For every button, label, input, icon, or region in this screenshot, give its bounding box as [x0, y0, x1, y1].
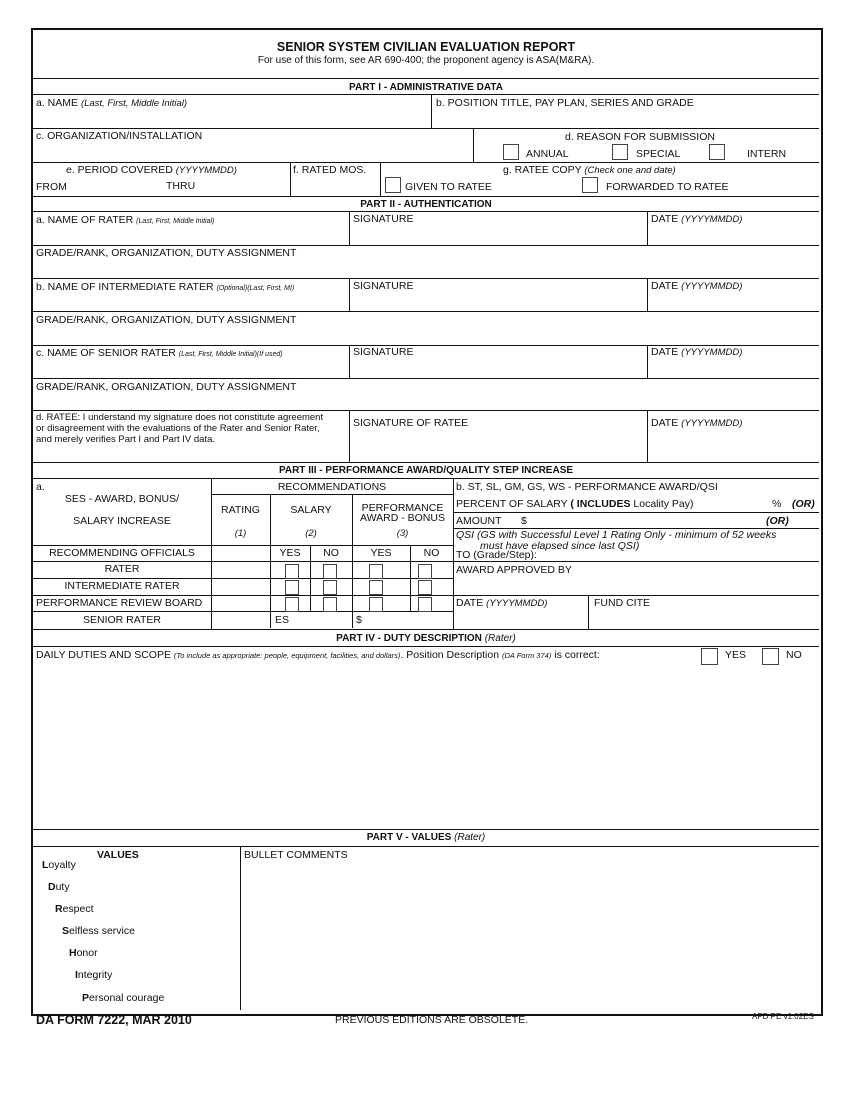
num1-label: (1): [234, 528, 247, 539]
intermediate-salary-no-checkbox[interactable]: [323, 580, 337, 595]
intermediate-signature-label: SIGNATURE: [353, 280, 414, 292]
part3-a-label: a.: [36, 481, 45, 493]
num3-label: (3): [396, 528, 409, 539]
fund-cite-label: FUND CITE: [594, 597, 650, 609]
special-label: SPECIAL: [636, 148, 681, 160]
recommending-officials-label: RECOMMENDING OFFICIALS: [49, 547, 195, 559]
salary-yes-label: YES: [279, 547, 301, 559]
rater-bonus-yes-checkbox[interactable]: [369, 564, 383, 579]
part3-heading: PART III - PERFORMANCE AWARD/QUALITY STEP INCREASE: [278, 465, 574, 476]
thru-field[interactable]: [200, 179, 286, 194]
award-approved-label: AWARD APPROVED BY: [456, 564, 572, 576]
rater-grade-label: GRADE/RANK, ORGANIZATION, DUTY ASSIGNMENT: [36, 247, 297, 259]
dollar-label: $: [356, 614, 362, 626]
pd-no-label: NO: [786, 649, 802, 661]
percent-label: PERCENT OF SALARY ( INCLUDES Locality Pay): [456, 498, 694, 510]
bullet-comments-label: BULLET COMMENTS: [244, 849, 348, 861]
pd-yes-label: YES: [725, 649, 747, 661]
form-subtitle: For use of this form, see AR 690-400; the proponent agency is ASA(M&RA).: [257, 55, 595, 66]
value-selfless-service: Selfless service: [62, 925, 135, 937]
rating-label: RATING: [221, 504, 260, 516]
bullet-comments-field[interactable]: [244, 863, 816, 1009]
bonus-yes-label: YES: [370, 547, 392, 559]
name-field[interactable]: [36, 110, 426, 126]
rater-salary-no-checkbox[interactable]: [323, 564, 337, 579]
part2-heading: PART II - AUTHENTICATION: [360, 199, 492, 210]
form-id: DA FORM 7222, MAR 2010: [36, 1013, 192, 1027]
intermediate-bonus-no-checkbox[interactable]: [418, 580, 432, 595]
value-integrity: Integrity: [75, 969, 113, 981]
prb-bonus-no-checkbox[interactable]: [418, 597, 432, 612]
prb-salary-no-checkbox[interactable]: [323, 597, 337, 612]
rated-mos-field[interactable]: [293, 178, 377, 194]
num2-label: (2): [305, 528, 317, 539]
rater-date-label: DATE (YYYYMMDD): [651, 213, 743, 225]
ratee-signature-label: SIGNATURE OF RATEE: [353, 417, 469, 429]
intermediate-grade-label: GRADE/RANK, ORGANIZATION, DUTY ASSIGNMENT: [36, 314, 297, 326]
value-loyalty: Loyalty: [42, 859, 76, 871]
ses-line2: SALARY INCREASE: [73, 515, 171, 527]
from-field[interactable]: [70, 179, 160, 194]
rater-name-label: a. NAME OF RATER (Last, First, Middle Initial): [36, 214, 215, 226]
org-label: c. ORGANIZATION/INSTALLATION: [36, 130, 203, 142]
intermediate-salary-yes-checkbox[interactable]: [285, 580, 299, 595]
thru-label: THRU: [166, 180, 196, 192]
name-label: a. NAME (Last, First, Middle Initial): [36, 97, 188, 109]
part1-heading: PART I - ADMINISTRATIVE DATA: [349, 82, 503, 93]
intern-checkbox[interactable]: [709, 144, 725, 160]
ratee-copy-label: g. RATEE COPY (Check one and date): [503, 164, 676, 176]
annual-label: ANNUAL: [526, 148, 569, 160]
senior-date-label: DATE (YYYYMMDD): [651, 346, 743, 358]
or-label-2: (OR): [766, 515, 789, 527]
part3-b-label: b. ST, SL, GM, GS, WS - PERFORMANCE AWARD/QSI: [456, 481, 718, 493]
given-checkbox[interactable]: [385, 177, 401, 193]
rated-mos-label: f. RATED MOS.: [293, 164, 367, 176]
value-honor: Honor: [69, 947, 98, 959]
special-checkbox[interactable]: [612, 144, 628, 160]
senior-grade-label: GRADE/RANK, ORGANIZATION, DUTY ASSIGNMENT: [36, 381, 297, 393]
rater-bonus-no-checkbox[interactable]: [418, 564, 432, 579]
intern-label: INTERN: [747, 148, 787, 160]
perf-line2: AWARD - BONUS: [360, 512, 445, 524]
daily-duties-label: DAILY DUTIES AND SCOPE (To include as appropriate: people, equipment, facilities, and dollars). Position Description (DA Form 374) is correct:: [36, 649, 600, 661]
org-field[interactable]: [36, 143, 466, 159]
rater-signature-label: SIGNATURE: [353, 213, 414, 225]
or-label-1: (OR): [792, 498, 815, 510]
value-personal-courage: Personal courage: [82, 992, 165, 1004]
amount-label: AMOUNT: [456, 515, 502, 527]
salary-no-label: NO: [323, 547, 339, 559]
from-label: FROM: [36, 181, 67, 193]
value-respect: Respect: [55, 903, 94, 915]
ses-line1: SES - AWARD, BONUS/: [64, 493, 180, 505]
part3-date-label: DATE (YYYYMMDD): [456, 597, 548, 609]
part4-heading: PART IV - DUTY DESCRIPTION (Rater): [336, 633, 516, 644]
obsolete-notice: PREVIOUS EDITIONS ARE OBSOLETE.: [335, 1014, 529, 1026]
form-title: SENIOR SYSTEM CIVILIAN EVALUATION REPORT: [276, 40, 576, 54]
official-intermediate: INTERMEDIATE RATER: [64, 580, 180, 592]
salary-label: SALARY: [290, 504, 332, 516]
position-field[interactable]: [436, 110, 816, 126]
intermediate-bonus-yes-checkbox[interactable]: [369, 580, 383, 595]
reason-label: d. REASON FOR SUBMISSION: [565, 131, 715, 143]
senior-signature-label: SIGNATURE: [353, 346, 414, 358]
prb-bonus-yes-checkbox[interactable]: [369, 597, 383, 612]
forwarded-checkbox[interactable]: [582, 177, 598, 193]
official-prb: PERFORMANCE REVIEW BOARD: [36, 597, 203, 609]
recommendations-label: RECOMMENDATIONS: [277, 481, 387, 493]
pd-no-checkbox[interactable]: [762, 648, 779, 665]
values-label: VALUES: [97, 849, 139, 861]
official-senior: SENIOR RATER: [83, 614, 161, 626]
perf-line1: PERFORMANCE: [361, 502, 444, 514]
qsi-line2: must have elapsed since last QSI): [480, 540, 640, 552]
es-label: ES: [275, 614, 290, 626]
to-grade-label: TO (Grade/Step):: [456, 549, 537, 561]
position-label: b. POSITION TITLE, PAY PLAN, SERIES AND GRADE: [436, 97, 694, 109]
pct-sign: %: [772, 498, 782, 510]
value-duty: Duty: [48, 881, 70, 893]
daily-duties-field[interactable]: [36, 666, 816, 826]
ratee-statement: d. RATEE: I understand my signature does not constitute agreement or disagreement with the evaluations of the Rater and Senior Rater, and merely verifies Part I and Part IV data.: [36, 412, 324, 445]
rater-salary-yes-checkbox[interactable]: [285, 564, 299, 579]
intermediate-date-label: DATE (YYYYMMDD): [651, 280, 743, 292]
bonus-no-label: NO: [423, 547, 440, 559]
period-label: e. PERIOD COVERED (YYYYMMDD): [66, 164, 237, 176]
ratee-date-label: DATE (YYYYMMDD): [651, 417, 743, 429]
given-label: GIVEN TO RATEE: [405, 181, 492, 193]
prb-salary-yes-checkbox[interactable]: [285, 597, 299, 612]
senior-label: c. NAME OF SENIOR RATER (Last, First, Middle Initial)(If used): [36, 347, 283, 359]
official-rater: RATER: [104, 563, 140, 575]
intermediate-label: b. NAME OF INTERMEDIATE RATER (Optional)(Last, First, MI): [36, 281, 295, 293]
version-label: APD PE v1.02ES: [752, 1012, 814, 1021]
amount-dollar: $: [521, 515, 527, 527]
part5-heading: PART V - VALUES (Rater): [366, 832, 486, 843]
pd-yes-checkbox[interactable]: [701, 648, 718, 665]
annual-checkbox[interactable]: [503, 144, 519, 160]
qsi-line1: QSI (GS with Successful Level 1 Rating Only - minimum of 52 weeks: [456, 529, 777, 541]
forwarded-label: FORWARDED TO RATEE: [606, 181, 729, 193]
